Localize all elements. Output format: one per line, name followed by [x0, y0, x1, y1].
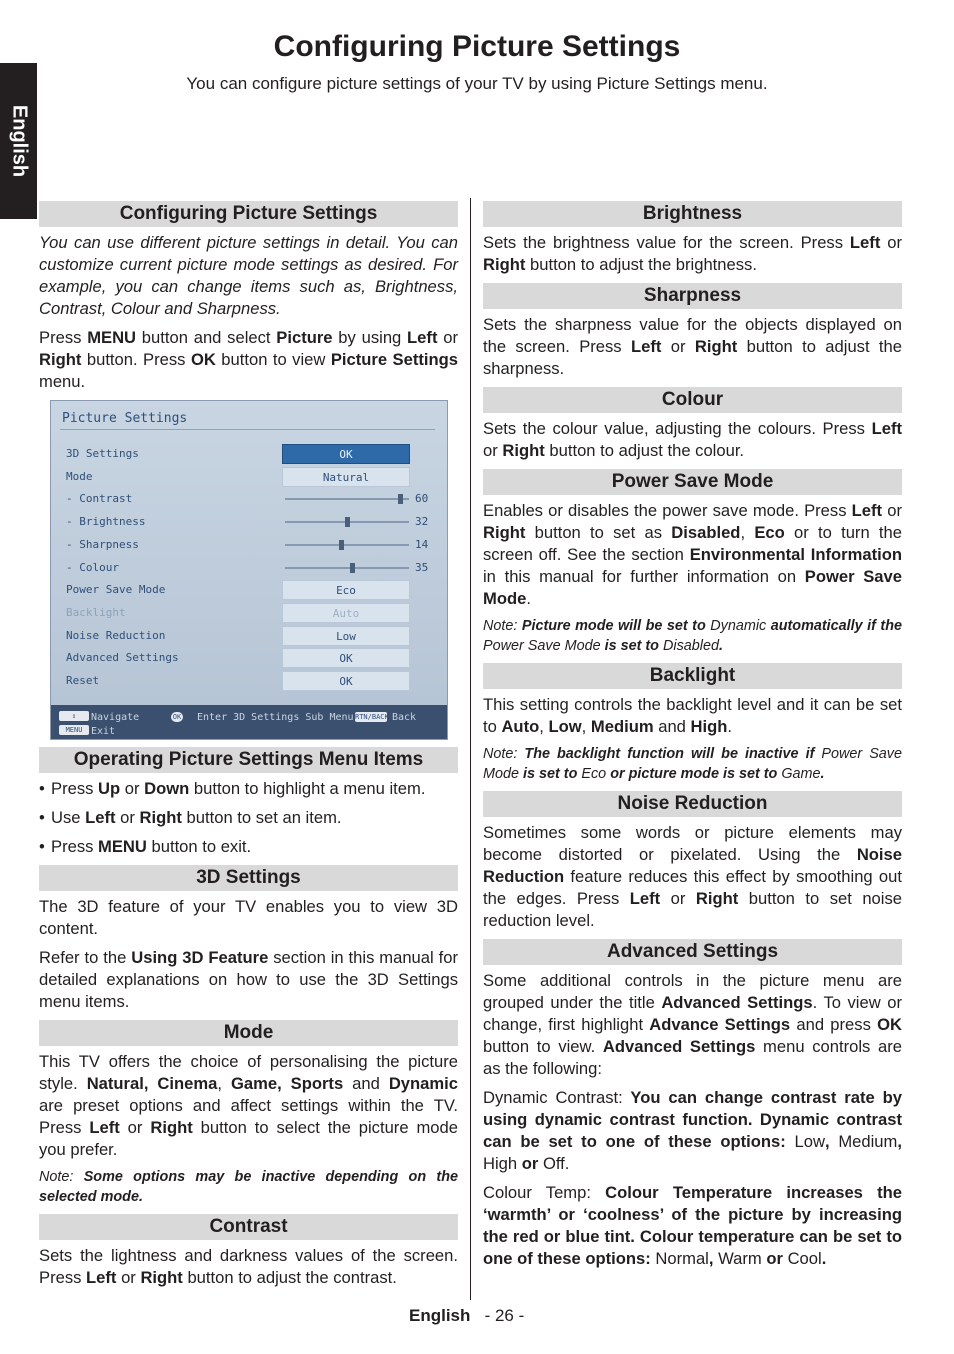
- sharpness-text-emphasis: Right: [694, 337, 738, 356]
- press-menu-text-emphasis: Picture: [276, 328, 333, 347]
- 3d-text-2: Refer to the Using 3D Feature section in this manual for detailed explanations on how to use the 3D Settings menu items.: [39, 948, 458, 1011]
- backlight-text: This setting controls the backlight level and it can be set to Auto, Low, Medium and High.: [483, 695, 902, 736]
- dynamic-contrast-text: Dynamic Contrast: You can change contrast rate by using dynamic contrast function. Dynamic contrast can be set to one of these options: Low, Medium, High or Off.: [483, 1088, 902, 1173]
- heading-configuring: Configuring Picture Settings: [39, 201, 458, 227]
- colour-text: Sets the colour value, adjusting the colours. Press Left or Right button to adjust the colour.: [483, 419, 902, 460]
- sharpness-text-emphasis: Left: [630, 337, 662, 356]
- colour-text-emphasis: Right: [502, 441, 545, 460]
- noise-reduction-text: Sometimes some words or picture elements may become distorted or pixelated. Using the Noise Reduction feature reduces this effect by smoothing out the edges. Press Left or Right button to set noise reduction level.: [483, 823, 902, 930]
- menu-slider-value: 35: [415, 560, 429, 574]
- mode-text-emphasis: Natural, Cinema: [86, 1074, 218, 1093]
- page-footer: [409, 1306, 524, 1326]
- menu-row[interactable]: [66, 557, 447, 579]
- backlight-note-emphasis: or picture mode is set to: [606, 765, 782, 782]
- heading-advanced: Advanced Settings: [483, 939, 902, 965]
- list-item-emphasis: Up: [98, 779, 121, 798]
- right-column: [483, 201, 902, 1277]
- menu-row[interactable]: [66, 511, 447, 533]
- menu-row-value[interactable]: OK: [282, 444, 410, 464]
- menu-row-value[interactable]: Low: [282, 626, 410, 646]
- mode-text-emphasis: Right: [150, 1118, 193, 1137]
- heading-operating: Operating Picture Settings Menu Items: [39, 747, 458, 773]
- mode-note: Note: Some options may be inactive depending on the selected mode.: [39, 1169, 458, 1205]
- heading-power-save: Power Save Mode: [483, 469, 902, 495]
- advanced-text-1-emphasis: Advanced Settings: [602, 1037, 756, 1056]
- mode-text-emphasis: Game, Sports: [230, 1074, 344, 1093]
- menu-row[interactable]: [66, 443, 447, 465]
- advanced-text-1-emphasis: OK: [877, 1015, 902, 1034]
- menu-row-label: - Brightness: [66, 515, 146, 529]
- list-item-emphasis: Left: [85, 808, 116, 827]
- contrast-text: Sets the lightness and darkness values of the screen. Press Left or Right button to adjust the contrast.: [39, 1246, 458, 1287]
- dynamic-contrast-text-emphasis: or: [517, 1154, 543, 1173]
- power-save-note-emphasis: automatically if the: [766, 618, 902, 634]
- page-subtitle: You can configure picture settings of your TV by using Picture Settings menu.: [186, 74, 768, 93]
- menu-row-label: 3D Settings: [66, 447, 139, 460]
- exit-hint: Exit: [91, 726, 116, 737]
- heading-backlight: Backlight: [483, 663, 902, 689]
- navigate-hint: Navigate: [91, 712, 140, 723]
- press-menu-text-emphasis: Picture Settings: [330, 350, 458, 369]
- backlight-text-emphasis: Auto: [501, 717, 540, 736]
- footer-language: English: [409, 1306, 471, 1325]
- colour-temp-text-emphasis: Colour Temperature increases the ‘warmth’ or ‘coolness’ of the picture by increasing the red or blue tint. Colour temperature can be set to one of these options:: [483, 1183, 903, 1268]
- power-save-text: Enables or disables the power save mode. Press Left or Right button to set as Disabled, Eco or to turn the screen off. See the section Environmental Information in this manual for further information on Power Save Mode.: [483, 501, 902, 608]
- menu-slider[interactable]: [285, 521, 409, 523]
- menu-row-label: - Contrast: [66, 492, 133, 506]
- advanced-text-1-emphasis: Advanced Settings: [661, 993, 813, 1012]
- menu-row-label: Reset: [66, 674, 100, 687]
- menu-row-value[interactable]: Eco: [282, 580, 410, 600]
- backlight-note-emphasis: .: [820, 765, 825, 782]
- brightness-text-emphasis: Left: [849, 233, 881, 252]
- slider-handle[interactable]: [398, 494, 403, 504]
- list-item-emphasis: Down: [144, 779, 190, 798]
- press-menu-text-emphasis: Left: [407, 328, 438, 347]
- menu-row-value[interactable]: Natural: [282, 467, 410, 487]
- menu-row-label: Power Save Mode: [66, 583, 166, 597]
- menu-row[interactable]: [66, 602, 447, 624]
- heading-sharpness: Sharpness: [483, 283, 902, 309]
- noise-reduction-text-emphasis: Noise Reduction: [483, 845, 902, 886]
- menu-slider[interactable]: [285, 567, 409, 569]
- press-menu-text-emphasis: Right: [39, 350, 82, 369]
- dynamic-contrast-text-emphasis: You can change contrast rate by using dynamic contrast function. Dynamic contrast can be set to one of these options:: [483, 1088, 902, 1151]
- mode-note-emphasis: Some options may be inactive depending on the selected mode.: [39, 1169, 458, 1205]
- left-column: [39, 201, 458, 1296]
- colour-temp-text-emphasis: or: [761, 1249, 788, 1268]
- menu-row-label: - Sharpness: [66, 537, 139, 551]
- dynamic-contrast-text-emphasis: ,: [824, 1132, 839, 1151]
- colour-text-emphasis: Left: [871, 419, 902, 438]
- backlight-note: Note: The backlight function will be inactive if Power Save Mode is set to Eco or picture mode is set to Game.: [483, 746, 902, 782]
- noise-reduction-text-emphasis: Left: [629, 889, 661, 908]
- intro-text: You can use different picture settings in detail. You can customize current picture mode settings as desired. For example, you can change items such as, Brightness, Contrast, Colour and Sharpness.: [39, 233, 458, 318]
- menu-slider-value: 32: [415, 515, 429, 529]
- sharpness-text: Sets the sharpness value for the objects displayed on the screen. Press Left or Right button to adjust the sharpness.: [483, 315, 903, 378]
- menu-row-label: - Colour: [66, 560, 119, 574]
- power-save-text-emphasis: Disabled: [671, 523, 741, 542]
- ok-hint: Enter 3D Settings Sub Menu: [197, 712, 354, 723]
- power-save-note: Note: Picture mode will be set to Dynamic automatically if the Power Save Mode is set to Disabled.: [483, 618, 902, 654]
- heading-contrast: Contrast: [39, 1214, 458, 1240]
- heading-colour: Colour: [483, 387, 902, 413]
- press-menu-text-emphasis: OK: [190, 350, 216, 369]
- slider-handle[interactable]: [350, 563, 355, 573]
- menu-row[interactable]: [66, 579, 447, 601]
- menu-row[interactable]: [66, 534, 447, 556]
- list-item: • Press MENU button to exit.: [39, 836, 458, 858]
- language-tab-label: English: [8, 104, 30, 178]
- mode-text-emphasis: Dynamic: [388, 1074, 458, 1093]
- navigate-icon: ⇕: [59, 711, 89, 721]
- mode-text-emphasis: Left: [89, 1118, 120, 1137]
- back-hint: Back: [392, 712, 417, 723]
- menu-row-label: Backlight: [66, 605, 126, 619]
- list-item: • Press Up or Down button to highlight a menu item.: [39, 778, 458, 800]
- picture-settings-menu-screenshot: [50, 400, 448, 740]
- heading-mode: Mode: [39, 1020, 458, 1046]
- menu-slider[interactable]: [285, 498, 409, 500]
- menu-help-bar: [51, 705, 447, 739]
- menu-row-value[interactable]: Auto: [282, 603, 410, 623]
- menu-row-value[interactable]: OK: [282, 671, 410, 691]
- power-save-text-emphasis: Right: [483, 523, 526, 542]
- operating-list: [39, 778, 458, 858]
- menu-row-label: Noise Reduction: [66, 628, 166, 642]
- list-item: • Use Left or Right button to set an item.: [39, 807, 458, 829]
- menu-key-icon: MENU: [59, 725, 89, 735]
- power-save-text-emphasis: Eco: [754, 523, 785, 542]
- power-save-note-emphasis: is set to: [600, 637, 663, 654]
- power-save-note-emphasis: .: [718, 637, 723, 654]
- menu-row[interactable]: [66, 488, 447, 510]
- backlight-text-emphasis: Low: [548, 717, 582, 736]
- list-item-emphasis: Right: [139, 808, 182, 827]
- menu-slider-value: 60: [415, 492, 429, 506]
- menu-row-value[interactable]: OK: [282, 648, 410, 668]
- slider-handle[interactable]: [339, 540, 344, 550]
- heading-noise-reduction: Noise Reduction: [483, 791, 902, 817]
- heading-3d-settings: 3D Settings: [39, 865, 458, 891]
- menu-row[interactable]: [66, 647, 447, 669]
- menu-slider-value: 14: [415, 537, 429, 551]
- backlight-note-emphasis: The backlight function will be inactive if: [517, 746, 822, 762]
- menu-row[interactable]: [66, 466, 447, 488]
- list-item-emphasis: MENU: [98, 837, 147, 856]
- page-number: - 26 -: [484, 1306, 525, 1325]
- colour-temp-text-emphasis: ,: [708, 1249, 719, 1268]
- page-title: Configuring Picture Settings: [273, 30, 681, 63]
- menu-row-label: Mode: [66, 469, 93, 483]
- column-divider: [470, 198, 471, 1300]
- colour-temp-text-emphasis: .: [821, 1249, 827, 1268]
- power-save-note-emphasis: Picture mode will be set to: [517, 618, 711, 634]
- 3d-text-1: The 3D feature of your TV enables you to view 3D content.: [39, 897, 458, 938]
- power-save-text-emphasis: Environmental Information: [689, 545, 902, 564]
- backlight-text-emphasis: High: [690, 717, 728, 736]
- heading-brightness: Brightness: [483, 201, 902, 227]
- contrast-text-emphasis: Left: [86, 1268, 117, 1287]
- brightness-text: Sets the brightness value for the screen. Press Left or Right button to adjust the brightness.: [483, 233, 902, 274]
- ok-key-icon: OK: [172, 713, 182, 721]
- advanced-text-1: Some additional controls in the picture menu are grouped under the title Advanced Settings. To view or change, first highlight Advance Settings and press OK button to view. Advanced Settings menu controls are as the following:: [483, 971, 902, 1078]
- press-menu-text: Press MENU button and select Picture by using Left or Right button. Press OK button to view Picture Settings menu.: [39, 328, 458, 391]
- menu-title: Picture Settings: [62, 411, 188, 426]
- menu-slider[interactable]: [285, 544, 409, 546]
- menu-row[interactable]: [66, 625, 447, 647]
- menu-row-label: Advanced Settings: [66, 651, 179, 665]
- power-save-text-emphasis: Left: [851, 501, 883, 520]
- mode-text: This TV offers the choice of personalising the picture style. Natural, Cinema, Game, Sports and Dynamic are preset options and affect settings within the TV. Press Left or Right button to select the picture mode you prefer.: [39, 1052, 458, 1159]
- backlight-note-emphasis: is set to: [519, 765, 582, 782]
- slider-handle[interactable]: [345, 517, 350, 527]
- brightness-text-emphasis: Right: [483, 255, 526, 274]
- power-save-text-emphasis: Power Save Mode: [483, 567, 902, 608]
- 3d-text-2-emphasis: Using 3D Feature: [131, 948, 269, 967]
- contrast-text-emphasis: Right: [140, 1268, 183, 1287]
- backlight-text-emphasis: Medium: [590, 717, 654, 736]
- dynamic-contrast-text-emphasis: ,: [897, 1132, 902, 1151]
- back-key-icon: RTN/BACK: [355, 713, 389, 721]
- noise-reduction-text-emphasis: Right: [695, 889, 739, 908]
- menu-row[interactable]: [66, 670, 447, 692]
- advanced-text-1-emphasis: Advance Settings: [649, 1015, 791, 1034]
- menu-title-divider: [60, 429, 435, 430]
- press-menu-text-emphasis: MENU: [87, 328, 137, 347]
- colour-temp-text: Colour Temp: Colour Temperature increases the ‘warmth’ or ‘coolness’ of the picture by increasing the red or blue tint. Colour temperature can be set to one of these options: Normal, Warm or Cool.: [483, 1183, 903, 1268]
